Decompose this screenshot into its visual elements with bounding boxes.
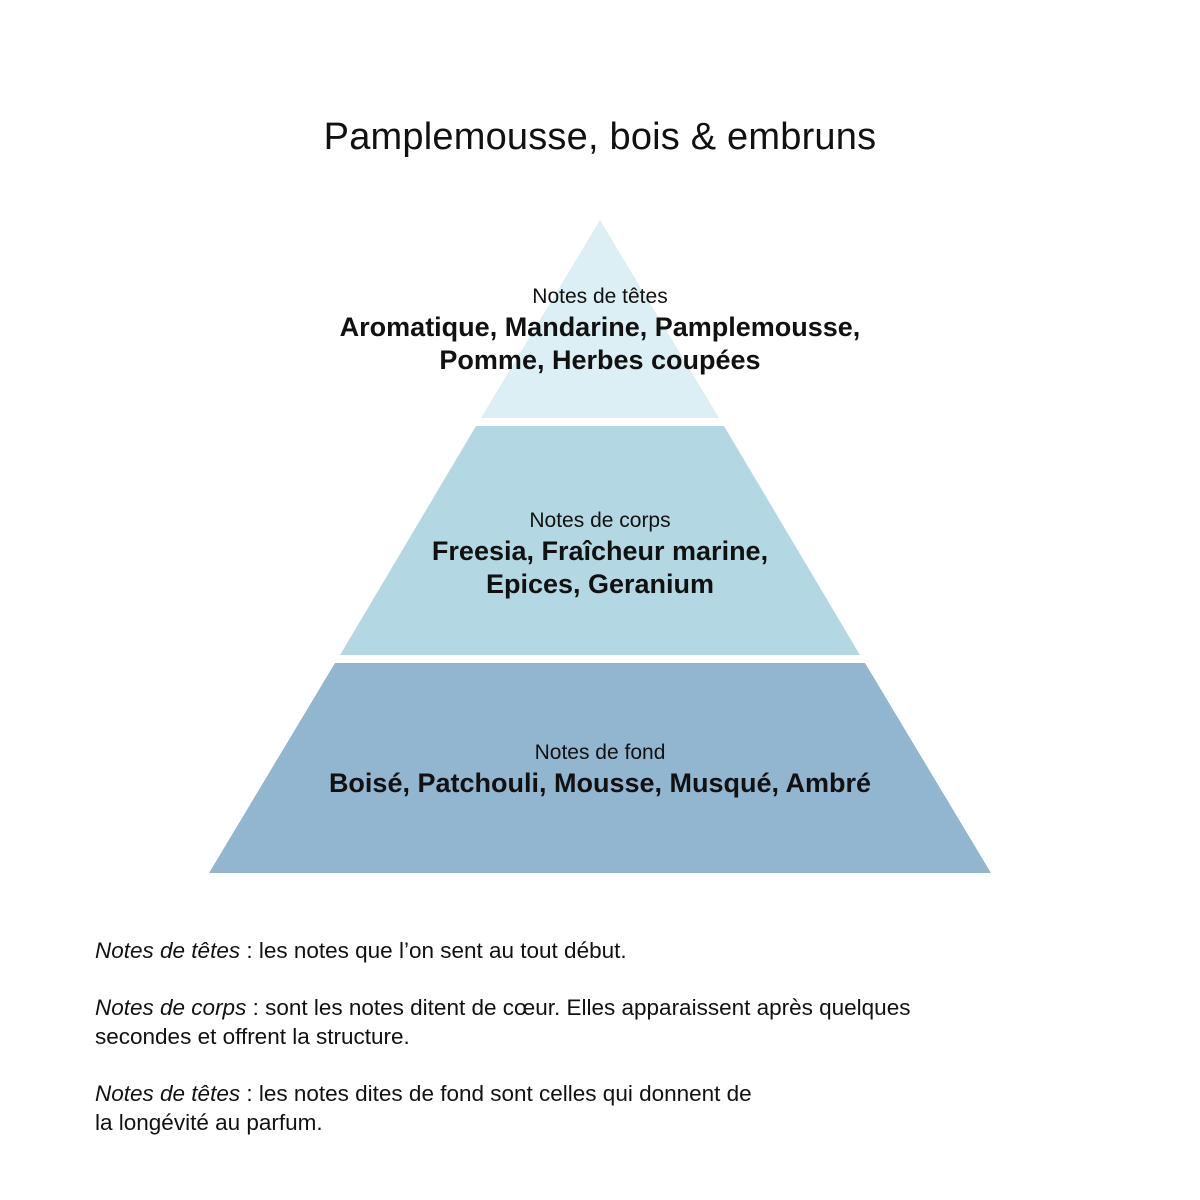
definition-text: : les notes que l’on sent au tout début. <box>240 938 627 963</box>
definitions <box>95 936 1105 1165</box>
definition-term: Notes de corps <box>95 995 247 1020</box>
top-tier-notes-line1: Aromatique, Mandarine, Pamplemousse, <box>339 312 861 342</box>
definition-text-line2: la longévité au parfum. <box>95 1110 323 1135</box>
definition-heart-notes <box>95 993 1105 1051</box>
top-tier-label: Notes de têtes <box>532 285 668 308</box>
middle-tier-label: Notes de corps <box>529 509 671 532</box>
definition-text-line1: : sont les notes ditent de cœur. Elles apparaissent après quelques <box>246 995 911 1020</box>
definition-base-notes <box>95 1079 1105 1137</box>
middle-tier-notes-line2: Epices, Geranium <box>485 569 715 599</box>
middle-tier-notes-line1: Freesia, Fraîcheur marine, <box>431 536 769 566</box>
page-title: Pamplemousse, bois & embruns <box>323 116 877 158</box>
definition-term: Notes de têtes <box>95 1081 241 1106</box>
top-tier-text <box>0 283 1200 377</box>
definition-top-notes <box>95 936 1105 965</box>
definition-text-line1: : les notes dites de fond sont celles qui donnent de <box>240 1081 752 1106</box>
bottom-tier-text <box>0 739 1200 800</box>
definition-text-line2: secondes et offrent la structure. <box>95 1024 410 1049</box>
bottom-tier-notes-line1: Boisé, Patchouli, Mousse, Musqué, Ambré <box>328 768 872 798</box>
top-tier-notes-line2: Pomme, Herbes coupées <box>439 345 761 375</box>
definition-term: Notes de têtes <box>95 938 241 963</box>
middle-tier-text <box>0 507 1200 601</box>
bottom-tier-label: Notes de fond <box>534 741 666 764</box>
